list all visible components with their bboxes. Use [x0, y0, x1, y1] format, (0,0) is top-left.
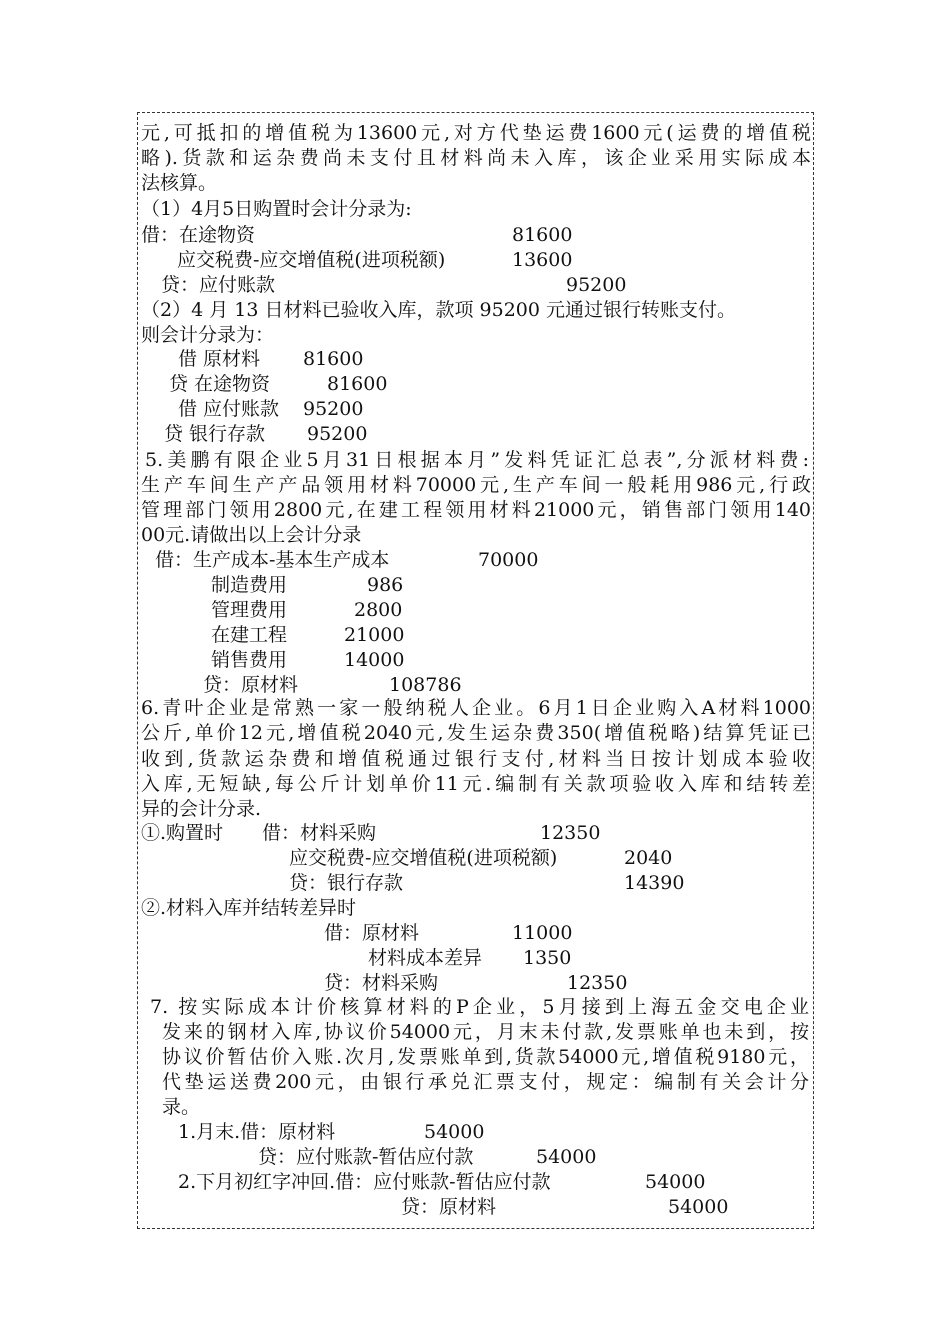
amount: 108786 — [389, 674, 462, 696]
text-line: 管理部门领用2800元,在建工程领用材料21000元，销售部门领用140 — [141, 499, 811, 521]
text-line: 贷：原材料 — [401, 1196, 497, 1218]
text-line: 销售费用 — [211, 649, 288, 671]
amount: 2040 — [624, 847, 673, 869]
amount: 95200 — [303, 398, 364, 420]
amount: 54000 — [424, 1121, 485, 1143]
text-line: 借：材料采购 — [262, 822, 377, 844]
text-line: 则会计分录为： — [141, 324, 275, 346]
text-line: 公斤,单价12元,增值税2040元,发生运杂费350(增值税略)结算凭证已 — [141, 722, 811, 744]
amount: 70000 — [478, 549, 539, 571]
amount: 95200 — [566, 274, 627, 296]
text-line: 贷：应付账款 — [161, 274, 276, 296]
text-line: ②.材料入库并结转差异时 — [141, 897, 357, 919]
text-line: 元,可抵扣的增值税为13600元,对方代垫运费1600元(运费的增值税 — [141, 122, 811, 144]
amount: 11000 — [512, 922, 573, 944]
text-line: 代垫运送费200元，由银行承兑汇票支付，规定：编制有关会计分 — [162, 1071, 809, 1093]
text-line: 管理费用 — [211, 599, 288, 621]
amount: 12350 — [567, 972, 628, 994]
text-line: 录。 — [162, 1096, 201, 1118]
text-line: 00元.请做出以上会计分录 — [141, 524, 362, 546]
text-line: 借 原材料 — [178, 348, 261, 370]
amount: 54000 — [536, 1146, 597, 1168]
amount: 81600 — [327, 373, 388, 395]
text-line: 略).货款和运杂费尚未支付且材料尚未入库，该企业采用实际成本 — [141, 147, 811, 169]
text-line: 7. 按实际成本计价核算材料的P企业，5月接到上海五金交电企业 — [150, 996, 809, 1018]
amount: 14390 — [624, 872, 685, 894]
amount: 13600 — [512, 249, 573, 271]
text-line: 借：生产成本-基本生产成本 — [155, 549, 390, 571]
amount: 14000 — [344, 649, 405, 671]
text-line: （1）4月5日购置时会计分录为: — [141, 198, 412, 220]
text-line: 应交税费-应交增值税(进项税额) — [289, 847, 558, 869]
text-line: 借：在途物资 — [141, 224, 256, 246]
text-line: 借：原材料 — [324, 922, 420, 944]
text-line: 收到,货款运杂费和增值税通过银行支付,材料当日按计划成本验收 — [141, 748, 811, 770]
amount: 81600 — [303, 348, 364, 370]
text-line: 材料成本差异 — [368, 947, 483, 969]
text-line: 贷 银行存款 — [164, 423, 266, 445]
amount: 54000 — [645, 1171, 706, 1193]
text-line: 入库,无短缺,每公斤计划单价11元.编制有关款项验收入库和结转差 — [141, 773, 811, 795]
text-line: ①.购置时 — [141, 822, 224, 844]
text-line: 5.美鹏有限企业5月31日根据本月”发料凭证汇总表”,分派材料费: — [145, 449, 809, 471]
amount: 1350 — [523, 947, 572, 969]
text-line: 应交税费-应交增值税(进项税额) — [177, 249, 446, 271]
text-line: 1.月末.借：原材料 — [178, 1121, 336, 1143]
text-line: 生产车间生产产品领用材料70000元,生产车间一般耗用986元,行政 — [141, 474, 811, 496]
amount: 12350 — [540, 822, 601, 844]
amount: 21000 — [344, 624, 405, 646]
text-line: 法核算。 — [141, 172, 218, 194]
amount: 2800 — [354, 599, 403, 621]
text-line: 发来的钢材入库,协议价54000元，月末未付款,发票账单也未到，按 — [162, 1021, 809, 1043]
amount: 81600 — [512, 224, 573, 246]
amount: 95200 — [307, 423, 368, 445]
text-line: 制造费用 — [211, 574, 288, 596]
text-line: 借 应付账款 — [178, 398, 280, 420]
amount: 986 — [367, 574, 404, 596]
text-line: 在建工程 — [211, 624, 288, 646]
text-line: 贷 在途物资 — [169, 373, 271, 395]
text-line: 贷：材料采购 — [324, 972, 439, 994]
text-line: 协议价暂估价入账.次月,发票账单到,货款54000元,增值税9180元， — [162, 1046, 809, 1068]
text-line: （2）4 月 13 日材料已验收入库，款项 95200 元通过银行转账支付。 — [141, 299, 736, 321]
text-line: 异的会计分录. — [141, 798, 262, 820]
amount: 54000 — [668, 1196, 729, 1218]
text-line: 6.青叶企业是常熟一家一般纳税人企业。6月1日企业购入A材料1000 — [141, 697, 811, 719]
text-line: 2.下月初红字冲回.借：应付账款-暂估应付款 — [178, 1171, 551, 1193]
text-line: 贷：应付账款-暂估应付款 — [258, 1146, 474, 1168]
text-line: 贷：原材料 — [203, 674, 299, 696]
text-line: 贷：银行存款 — [289, 872, 404, 894]
